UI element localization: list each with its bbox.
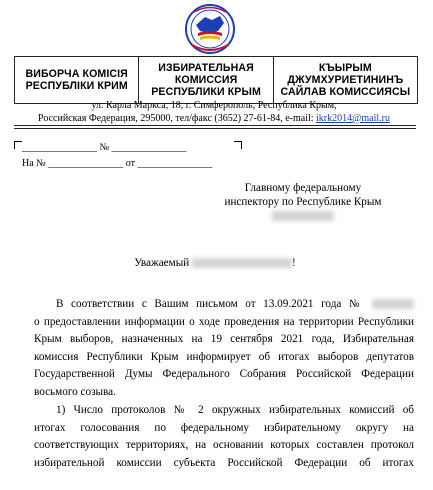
addressee-line-1: Главному федеральному (244, 182, 362, 194)
addressee-name-redacted (198, 209, 408, 223)
letterhead-russian-text: ИЗБИРАТЕЛЬНАЯ КОМИССИЯ РЕСПУБЛИКИ КРЫМ (151, 62, 261, 98)
greeting-suffix: ! (292, 257, 296, 269)
header-divider-1 (14, 125, 416, 126)
registration-number-line: _______________ № _______________ (22, 142, 187, 153)
letterhead-russian (139, 57, 273, 103)
paragraph-1-line-3: Крым выборов, назначенных на 19 сентября 2021 года, Избирательная (34, 333, 414, 346)
letterhead-crimean-tatar (274, 57, 417, 103)
address-line-1: ул. Карла Маркса, 18, г. Симферополь, Республика Крым, (91, 100, 337, 111)
paragraph-1-line-5: Государственной Думы Федерального Собрания Российской Федерации (34, 368, 414, 381)
greeting-name-redacted (192, 258, 292, 268)
paragraph-1-line-4: комиссия Республики Крым информирует об итогах выборов депутатов (34, 350, 414, 363)
letterhead-ukrainian-text: ВИБОРЧА КОМІСІЯ РЕСПУБЛІКИ КРИМ (25, 68, 128, 92)
paragraph-1-line-6: восьмого созыва. (34, 385, 116, 398)
email-link[interactable]: ikrk2014@mail.ru (316, 112, 390, 124)
letterhead-table (14, 56, 418, 104)
paragraph-1-line-1 (34, 296, 414, 314)
address-line-2 (14, 113, 414, 126)
letter-number-redacted (372, 299, 414, 309)
greeting (14, 256, 416, 270)
corner-mark-top-right-icon (234, 141, 242, 149)
paragraph-2-line-1: 1) Число протоколов № 2 окружных избирательных комиссий об (56, 404, 414, 416)
body-paragraph-2 (34, 402, 414, 472)
address-line-2-text: Российская Федерация, 295000, тел/факс (3652) 27-61-84, e-mail: (38, 112, 317, 124)
body-paragraph-1 (34, 296, 414, 402)
paragraph-1-line-2: о предоставлении информации о ходе проведения на территории Республики (34, 315, 414, 328)
greeting-prefix: Уважаемый (134, 257, 190, 269)
commission-emblem-icon (178, 3, 242, 55)
letterhead-ukrainian (15, 57, 139, 103)
addressee-line-2: инспектору по Республике Крым (224, 196, 382, 208)
corner-mark-top-left-icon (14, 141, 22, 149)
letterhead-crimean-tatar-text: КЪЫРЫМ ДЖУМХУРИЕТИНИНЪ САЙЛАВ КОМИССИЯСЫ (280, 62, 411, 98)
paragraph-2-line-2: итогах голосования по федеральному избирательному округу на (34, 421, 414, 434)
addressee-block (198, 181, 408, 223)
paragraph-1-line-1-text: В соответствии с Вашим письмом от 13.09.2021 года № (56, 298, 365, 310)
paragraph-2-line-4: избирательной комиссии субъекта Российской Федерации об итогах (34, 456, 414, 469)
reply-reference-line: На № _______________ от _______________ (22, 158, 213, 169)
header-divider-2 (14, 128, 416, 129)
address-block (14, 100, 414, 125)
paragraph-2-line-3: соответствующих территориях, на основании которых составлен протокол (34, 439, 414, 452)
